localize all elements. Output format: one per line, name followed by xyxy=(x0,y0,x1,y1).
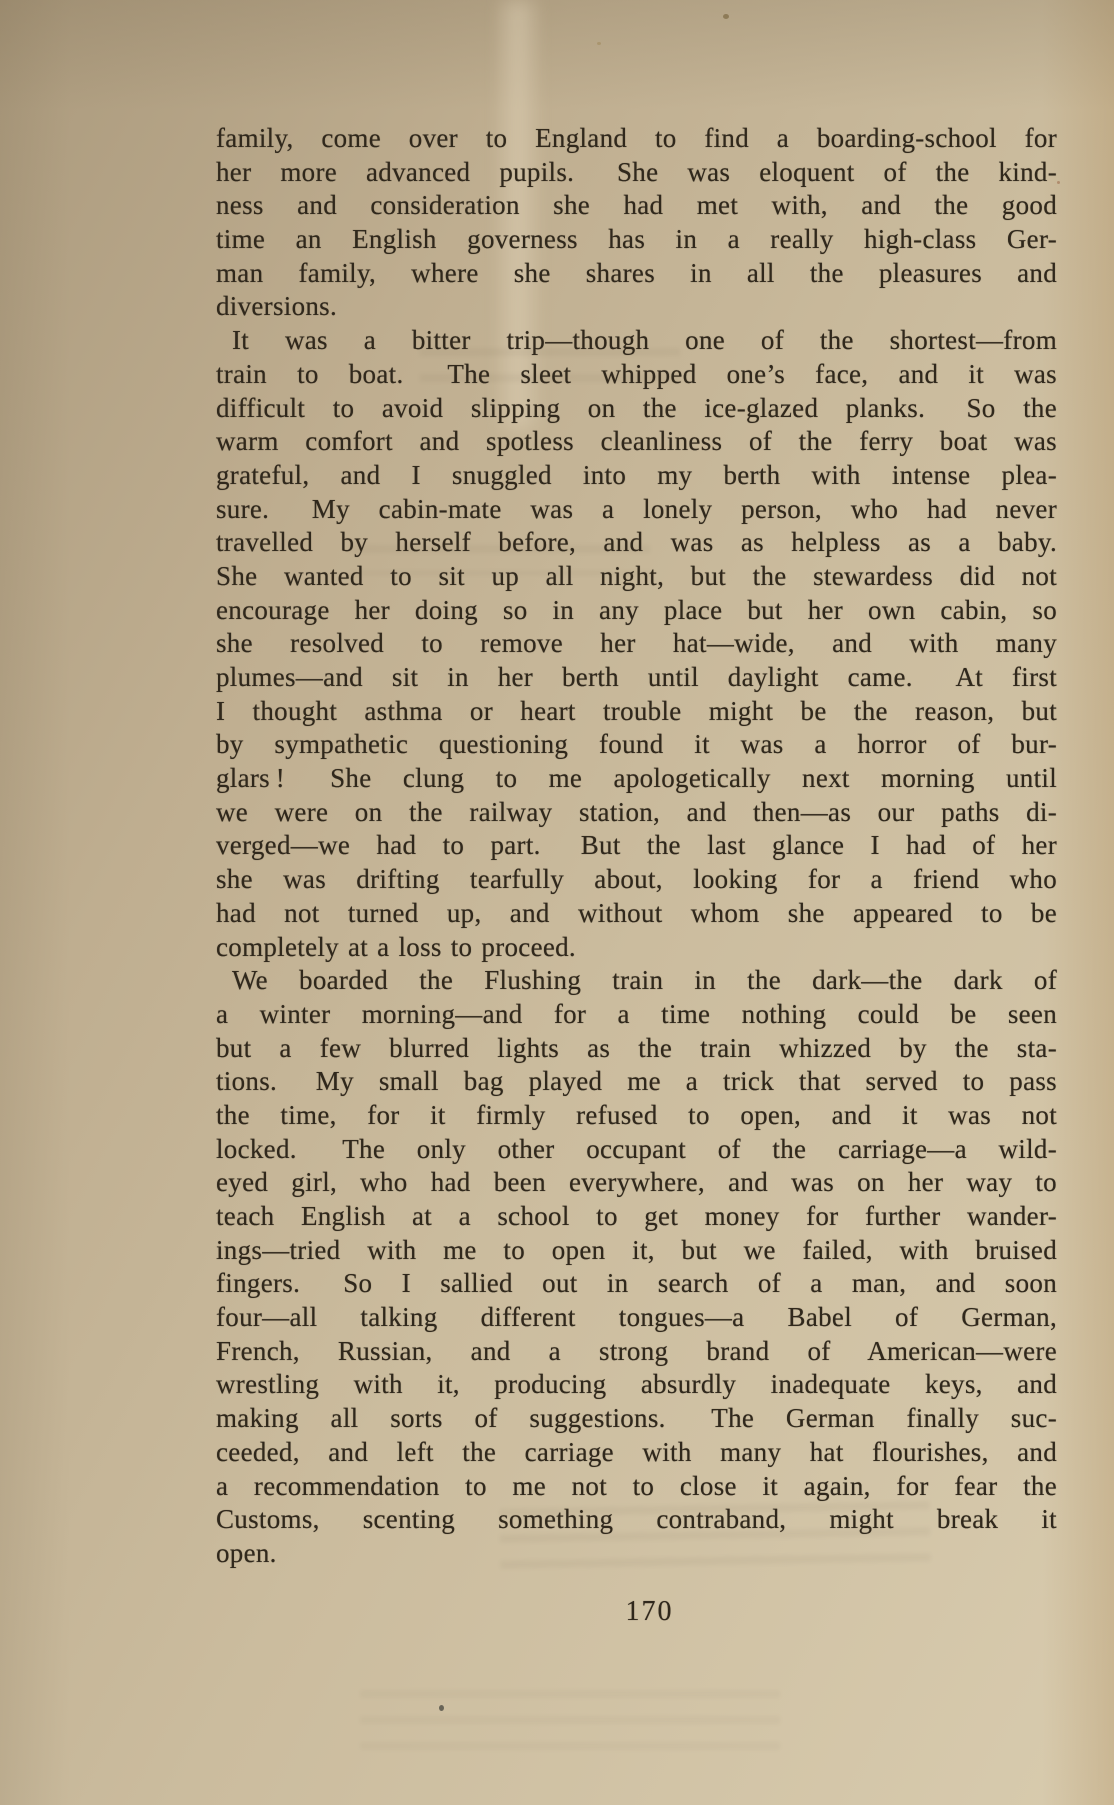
text-line: had not turned up, and without whom she appeared to be xyxy=(216,897,1057,928)
text-line: teach English at a school to get money for further wander- xyxy=(216,1201,1057,1231)
text-line: encourage her doing so in any place but her own cabin, so xyxy=(216,594,1057,625)
text-line: by sympathetic questioning found it was a horror of bur- xyxy=(216,729,1057,760)
text-line: fingers. So I sallied out in search of a man, and soon xyxy=(216,1268,1057,1299)
text-line: I thought asthma or heart trouble might be the reason, but xyxy=(216,695,1057,726)
text-line: she resolved to remove her hat—wide, and with many xyxy=(216,628,1057,659)
text-line: but a few blurred lights as the train whizzed by the sta- xyxy=(216,1032,1057,1063)
text-line: we were on the railway station, and then—as our paths di- xyxy=(216,796,1057,827)
text-line: train to boat. The sleet whipped one’s face, and it was xyxy=(216,358,1057,389)
text-line: sure. My cabin-mate was a lonely person, who had never xyxy=(216,493,1057,524)
text-line: glars ! She clung to me apologetically next morning until xyxy=(216,763,1057,794)
text-line: difficult to avoid slipping on the ice-glazed planks. So the xyxy=(216,392,1057,423)
text-line: open. xyxy=(216,1537,277,1568)
text-line: She wanted to sit up all night, but the stewardess did not xyxy=(216,560,1057,591)
text-line: eyed girl, who had been everywhere, and was on her way to xyxy=(216,1167,1057,1198)
text-line: plumes—and sit in her berth until daylight came. At first xyxy=(216,662,1057,692)
text-line: her more advanced pupils. She was eloquent of the kind- xyxy=(216,156,1057,187)
text-line: she was drifting tearfully about, looking for a friend who xyxy=(216,864,1057,895)
reverse-page-showthrough xyxy=(360,1690,780,1760)
text-line: ness and consideration she had met with, and the good xyxy=(216,190,1057,221)
paper-speck xyxy=(597,42,601,45)
text-line: grateful, and I snuggled into my berth with intense plea- xyxy=(216,459,1057,490)
paper-speck xyxy=(439,1705,444,1711)
text-line: the time, for it firmly refused to open, and it was not xyxy=(216,1099,1057,1130)
paper-speck xyxy=(723,14,729,19)
text-line: verged—we had to part. But the last glance I had of her xyxy=(216,830,1057,861)
text-line: time an English governess has in a really high-class Ger- xyxy=(216,224,1057,255)
text-line: a recommendation to me not to close it again, for fear the xyxy=(216,1470,1057,1501)
text-line: Customs, scenting something contraband, might break it xyxy=(216,1504,1057,1535)
text-line: ings—tried with me to open it, but we failed, with bruised xyxy=(216,1234,1057,1265)
text-line: travelled by herself before, and was as helpless as a baby. xyxy=(216,527,1057,558)
text-line: a winter morning—and for a time nothing could be seen xyxy=(216,998,1057,1029)
text-line: diversions. xyxy=(216,291,338,322)
text-line: ceeded, and left the carriage with many hat flourishes, and xyxy=(216,1436,1057,1467)
text-line: four—all talking different tongues—a Babel of German, xyxy=(216,1302,1057,1333)
text-line: wrestling with it, producing absurdly inadequate keys, and xyxy=(216,1369,1057,1400)
text-line: family, come over to England to find a boarding-school for xyxy=(216,123,1057,153)
text-line: French, Russian, and a strong brand of American—were xyxy=(216,1335,1057,1366)
text-line: warm comfort and spotless cleanliness of the ferry boat was xyxy=(216,426,1057,457)
text-line: locked. The only other occupant of the carriage—a wild- xyxy=(216,1133,1057,1164)
page-number: 170 xyxy=(625,1596,674,1627)
text-line: It was a bitter trip—though one of the shortest—from xyxy=(232,325,1057,356)
text-line: man family, where she shares in all the pleasures and xyxy=(216,257,1057,288)
text-line: tions. My small bag played me a trick that served to pass xyxy=(216,1066,1057,1097)
text-line: We boarded the Flushing train in the dark—the dark of xyxy=(232,965,1057,996)
text-line: making all sorts of suggestions. The German finally suc- xyxy=(216,1403,1057,1434)
paper-speck xyxy=(1057,181,1060,184)
text-line: completely at a loss to proceed. xyxy=(216,931,576,962)
page-text-block xyxy=(216,122,1057,1571)
